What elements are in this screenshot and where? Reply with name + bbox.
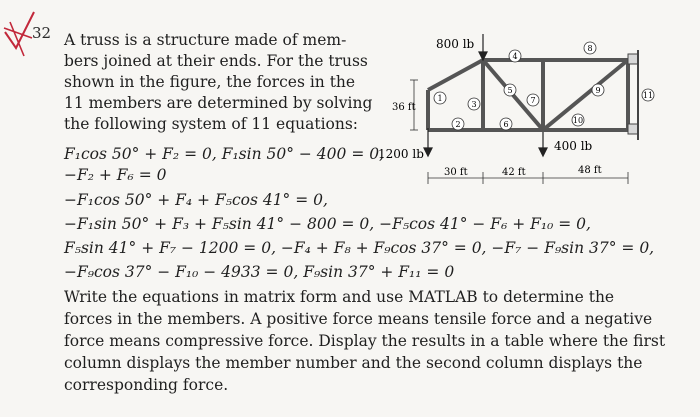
member-label: 5 (507, 86, 513, 95)
load-label-800: 800 lb (436, 37, 475, 51)
member-label: 8 (587, 44, 593, 53)
member-label: 7 (530, 96, 536, 105)
load-label-1200: 1200 lb (378, 147, 424, 161)
dimension-30ft: 30 ft (444, 167, 468, 178)
intro-line: A truss is a structure made of mem- (64, 31, 347, 49)
member-label: 1 (437, 94, 443, 103)
intro-line: shown in the figure, the forces in the (64, 73, 356, 91)
member-label: 11 (642, 91, 654, 100)
equation-line: −F₁sin 50° + F₃ + F₅sin 41° − 800 = 0, −F₅cos 41° − F₆ + F₁₀ = 0, (64, 215, 591, 233)
load-label-400: 400 lb (554, 139, 593, 153)
intro-line: the following system of 11 equations: (64, 115, 359, 133)
problem-number: 32 (32, 24, 52, 42)
member-label: 3 (471, 100, 477, 109)
truss-figure (378, 20, 678, 185)
instruction-line: Write the equations in matrix form and use MATLAB to determine the (64, 288, 615, 306)
member-label: 10 (572, 116, 584, 125)
equation-line: −F₁cos 50° + F₄ + F₅cos 41° = 0, (64, 191, 328, 209)
equation-line: −F₉cos 37° − F₁₀ − 4933 = 0, F₉sin 37° + F₁₁ = 0 (64, 263, 455, 281)
instruction-line: forces in the members. A positive force means tensile force and a negative (64, 310, 653, 328)
intro-line: 11 members are determined by solving (64, 94, 373, 112)
instruction-line: column displays the member number and the second column displays the (64, 354, 643, 372)
instruction-line: force means compressive force. Display the results in a table where the first (64, 332, 666, 350)
member-label: 9 (595, 86, 601, 95)
member-label: 4 (512, 52, 518, 61)
dimension-36ft: 36 ft (392, 102, 416, 113)
dimension-42ft: 42 ft (502, 167, 526, 178)
equation-line: F₁cos 50° + F₂ = 0, F₁sin 50° − 400 = 0, (64, 145, 385, 163)
intro-line: bers joined at their ends. For the truss (64, 52, 368, 70)
equation-line: −F₂ + F₆ = 0 (64, 166, 167, 184)
equation-line: F₅sin 41° + F₇ − 1200 = 0, −F₄ + F₈ + F₉cos 37° = 0, −F₇ − F₉sin 37° = 0, (64, 239, 655, 257)
member-label: 6 (503, 120, 509, 129)
member-label: 2 (455, 120, 461, 129)
instruction-line: corresponding force. (64, 376, 229, 394)
dimension-48ft: 48 ft (578, 165, 602, 176)
